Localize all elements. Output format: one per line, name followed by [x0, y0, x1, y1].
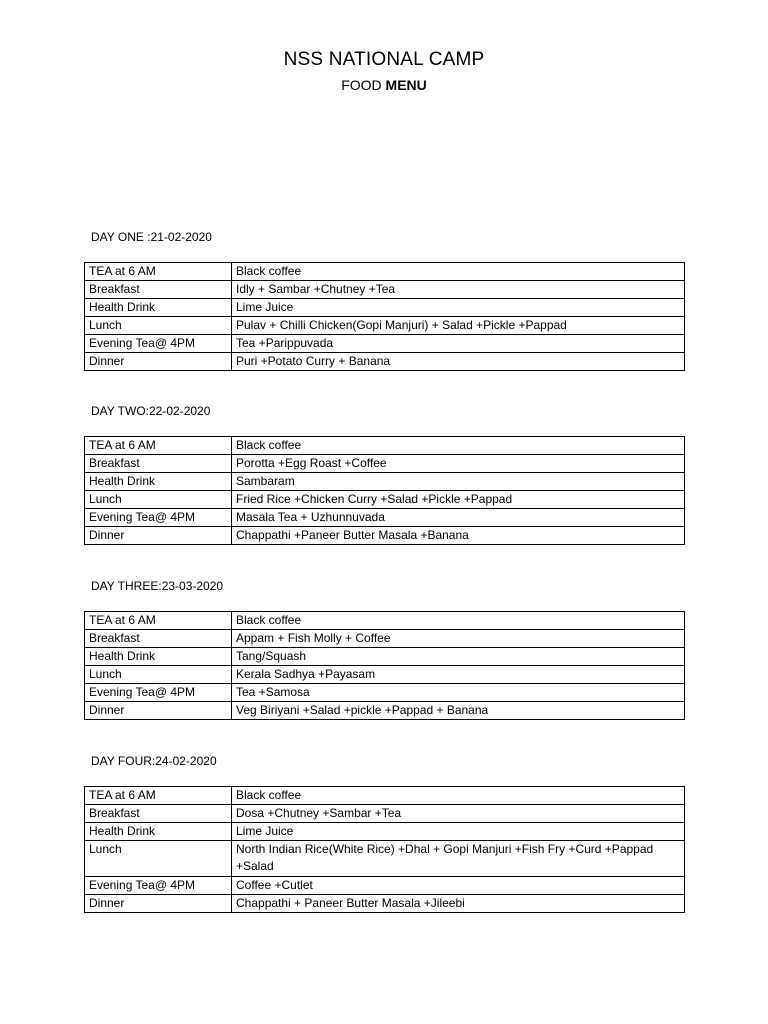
- item-cell: Chappathi + Paneer Butter Masala +Jileebi: [232, 895, 685, 913]
- item-cell: Lime Juice: [232, 299, 685, 317]
- day-heading: DAY THREE:23-03-2020: [91, 579, 224, 593]
- item-cell: North Indian Rice(White Rice) +Dhal + Gopi Manjuri +Fish Fry +Curd +Pappad +Salad: [232, 841, 685, 877]
- table-row: [85, 335, 685, 353]
- table-row: [85, 648, 685, 666]
- table-row: [85, 877, 685, 895]
- day-heading: DAY FOUR:24-02-2020: [91, 754, 217, 768]
- item-cell: Tang/Squash: [232, 648, 685, 666]
- table-row: [85, 353, 685, 371]
- table-row: [85, 841, 685, 877]
- table-row: [85, 437, 685, 455]
- meal-cell: Lunch: [85, 491, 232, 509]
- table-row: [85, 805, 685, 823]
- table-row: [85, 473, 685, 491]
- table-row: [85, 702, 685, 720]
- item-cell: Black coffee: [232, 612, 685, 630]
- item-cell: Veg Biriyani +Salad +pickle +Pappad + Banana: [232, 702, 685, 720]
- meal-cell: Health Drink: [85, 648, 232, 666]
- meal-cell: TEA at 6 AM: [85, 787, 232, 805]
- meal-cell: Lunch: [85, 317, 232, 335]
- meal-cell: Lunch: [85, 841, 232, 877]
- item-cell: Appam + Fish Molly + Coffee: [232, 630, 685, 648]
- subtitle-menu: MENU: [385, 77, 427, 93]
- meal-cell: Evening Tea@ 4PM: [85, 335, 232, 353]
- subtitle-food: FOOD: [341, 77, 386, 93]
- item-cell: Black coffee: [232, 437, 685, 455]
- table-row: [85, 666, 685, 684]
- meal-cell: Dinner: [85, 527, 232, 545]
- item-cell: Masala Tea + Uzhunnuvada: [232, 509, 685, 527]
- meal-cell: TEA at 6 AM: [85, 612, 232, 630]
- menu-table: [84, 262, 685, 371]
- table-row: [85, 787, 685, 805]
- item-cell: Coffee +Cutlet: [232, 877, 685, 895]
- day-heading: DAY ONE :21-02-2020: [91, 230, 212, 244]
- table-row: [85, 317, 685, 335]
- meal-cell: Dinner: [85, 895, 232, 913]
- item-cell: Kerala Sadhya +Payasam: [232, 666, 685, 684]
- table-row: [85, 895, 685, 913]
- table-row: [85, 263, 685, 281]
- item-cell: Idly + Sambar +Chutney +Tea: [232, 281, 685, 299]
- table-row: [85, 509, 685, 527]
- table-row: [85, 281, 685, 299]
- meal-cell: Breakfast: [85, 281, 232, 299]
- page-subtitle: [0, 77, 768, 93]
- item-cell: Tea +Parippuvada: [232, 335, 685, 353]
- meal-cell: Breakfast: [85, 455, 232, 473]
- item-cell: Lime Juice: [232, 823, 685, 841]
- table-row: [85, 630, 685, 648]
- day-heading: DAY TWO:22-02-2020: [91, 404, 211, 418]
- meal-cell: Dinner: [85, 353, 232, 371]
- item-cell: Tea +Samosa: [232, 684, 685, 702]
- item-cell: Porotta +Egg Roast +Coffee: [232, 455, 685, 473]
- table-row: [85, 299, 685, 317]
- item-cell: Dosa +Chutney +Sambar +Tea: [232, 805, 685, 823]
- table-row: [85, 527, 685, 545]
- meal-cell: Breakfast: [85, 805, 232, 823]
- meal-cell: Health Drink: [85, 299, 232, 317]
- menu-table: [84, 436, 685, 545]
- meal-cell: Breakfast: [85, 630, 232, 648]
- meal-cell: Evening Tea@ 4PM: [85, 684, 232, 702]
- menu-table: [84, 611, 685, 720]
- table-row: [85, 684, 685, 702]
- item-cell: Puri +Potato Curry + Banana: [232, 353, 685, 371]
- meal-cell: Health Drink: [85, 823, 232, 841]
- table-row: [85, 455, 685, 473]
- item-cell: Sambaram: [232, 473, 685, 491]
- table-row: [85, 823, 685, 841]
- item-cell: Black coffee: [232, 263, 685, 281]
- meal-cell: TEA at 6 AM: [85, 437, 232, 455]
- item-cell: Fried Rice +Chicken Curry +Salad +Pickle +Pappad: [232, 491, 685, 509]
- menu-table: [84, 786, 685, 913]
- meal-cell: Evening Tea@ 4PM: [85, 877, 232, 895]
- meal-cell: Dinner: [85, 702, 232, 720]
- table-row: [85, 491, 685, 509]
- table-row: [85, 612, 685, 630]
- item-cell: Pulav + Chilli Chicken(Gopi Manjuri) + Salad +Pickle +Pappad: [232, 317, 685, 335]
- page-title: NSS NATIONAL CAMP: [283, 49, 485, 70]
- item-cell: Chappathi +Paneer Butter Masala +Banana: [232, 527, 685, 545]
- meal-cell: TEA at 6 AM: [85, 263, 232, 281]
- meal-cell: Evening Tea@ 4PM: [85, 509, 232, 527]
- meal-cell: Lunch: [85, 666, 232, 684]
- meal-cell: Health Drink: [85, 473, 232, 491]
- item-cell: Black coffee: [232, 787, 685, 805]
